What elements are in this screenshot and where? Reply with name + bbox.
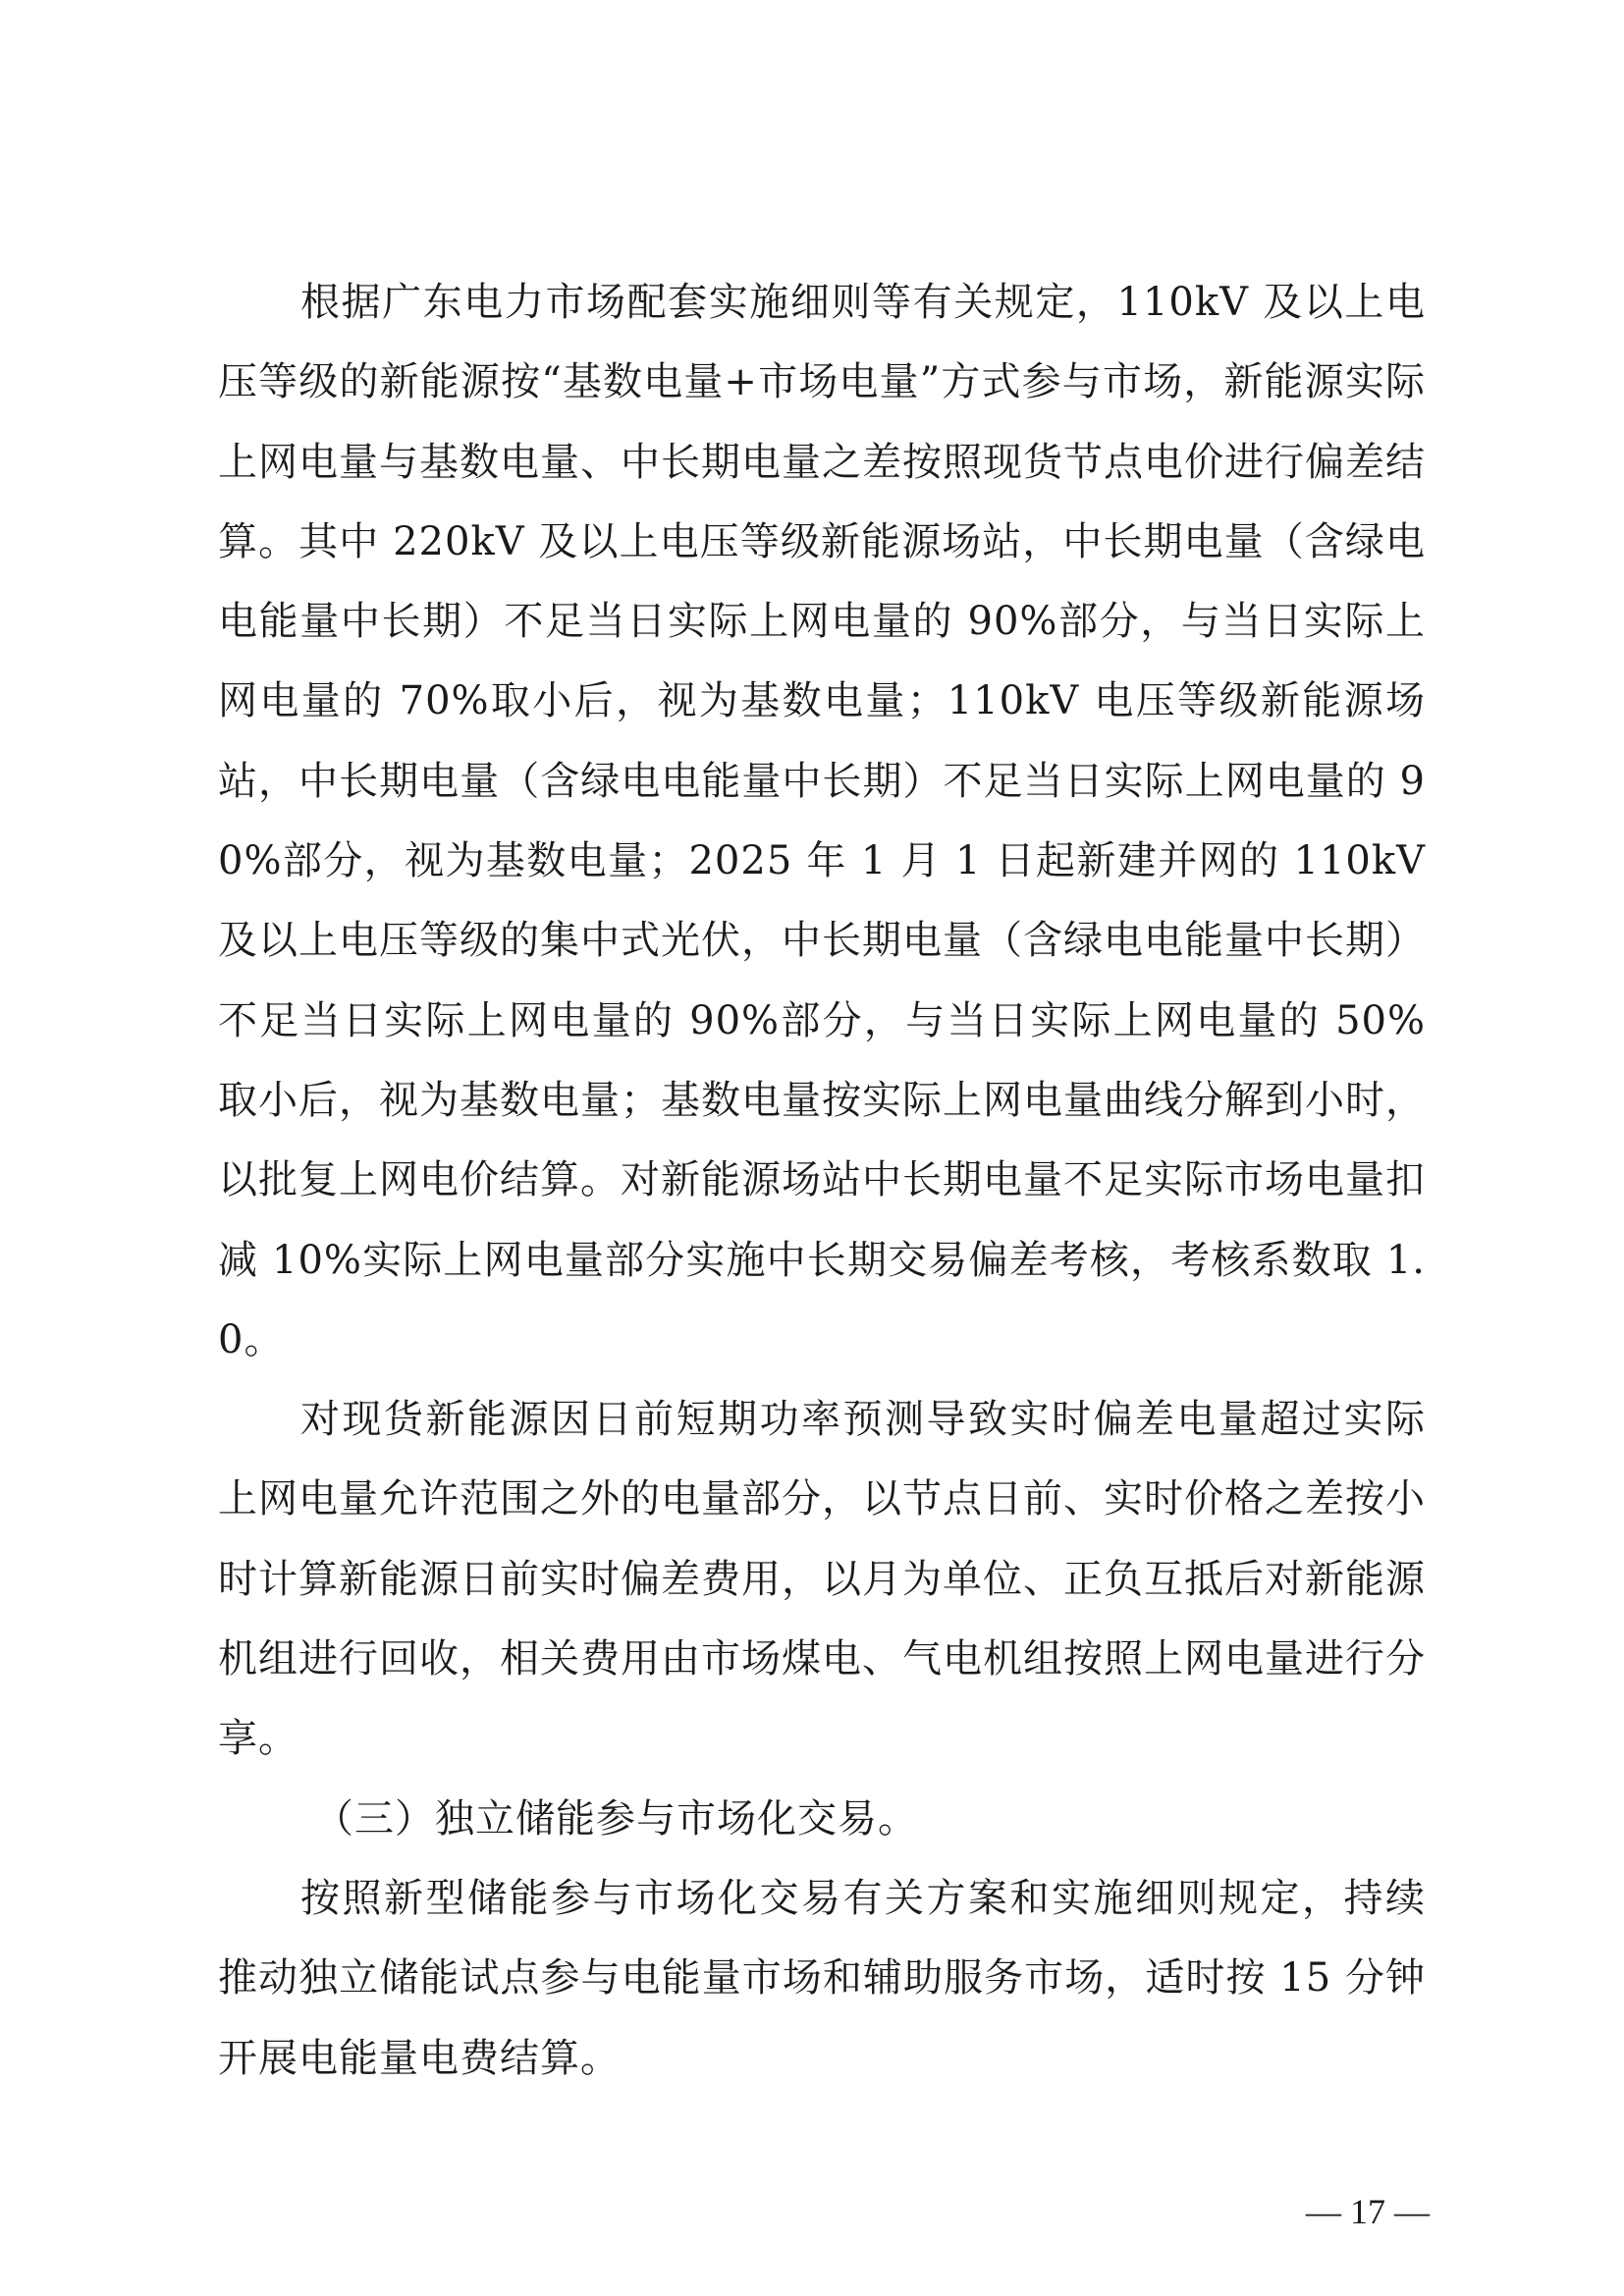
page-number: — 17 — — [1306, 2192, 1430, 2231]
section-heading: （三）独立储能参与市场化交易。 — [314, 1795, 918, 1842]
paragraph-deviation-fee: 对现货新能源因日前短期功率预测导致实时偏差电量超过实际上网电量允许范围之外的电量部分，以节点日前、实时价格之差按小时计算新能源日前实时偏差费用，以月为单位、正负互抵后对新能源机组进行回收，相关费用由市场煤电、气电机组按照上网电量进行分享。 — [218, 1397, 1426, 1762]
document-body — [218, 263, 1426, 2099]
paragraph-energy-storage: 按照新型储能参与市场化交易有关方案和实施细则规定，持续推动独立储能试点参与电能量市场和辅助服务市场，适时按 15 分钟开展电能量电费结算。 — [218, 1875, 1426, 2081]
paragraph-market-settlement: 根据广东电力市场配套实施细则等有关规定，110kV 及以上电压等级的新能源按“基数电量+市场电量”方式参与市场，新能源实际上网电量与基数电量、中长期电量之差按照现货节点电价进行偏差结算。其中 220kV 及以上电压等级新能源场站，中长期电量（含绿电电能量中长期）不足当日实际上网电量的 90%部分，与当日实际上网电量的 70%取小后，视为基数电量；110kV 电压等级新能源场站，中长期电量（含绿电电能量中长期）不足当日实际上网电量的 90%部分，视为基数电量；2025 年 1 月 1 日起新建并网的 110kV 及以上电压等级的集中式光伏，中长期电量（含绿电电能量中长期）不足当日实际上网电量的 90%部分，与当日实际上网电量的 50%取小后，视为基数电量；基数电量按实际上网电量曲线分解到小时，以批复上网电价结算。对新能源场站中长期电量不足实际市场电量扣减 10%实际上网电量部分实施中长期交易偏差考核，考核系数取 1.0。 — [218, 280, 1426, 1362]
